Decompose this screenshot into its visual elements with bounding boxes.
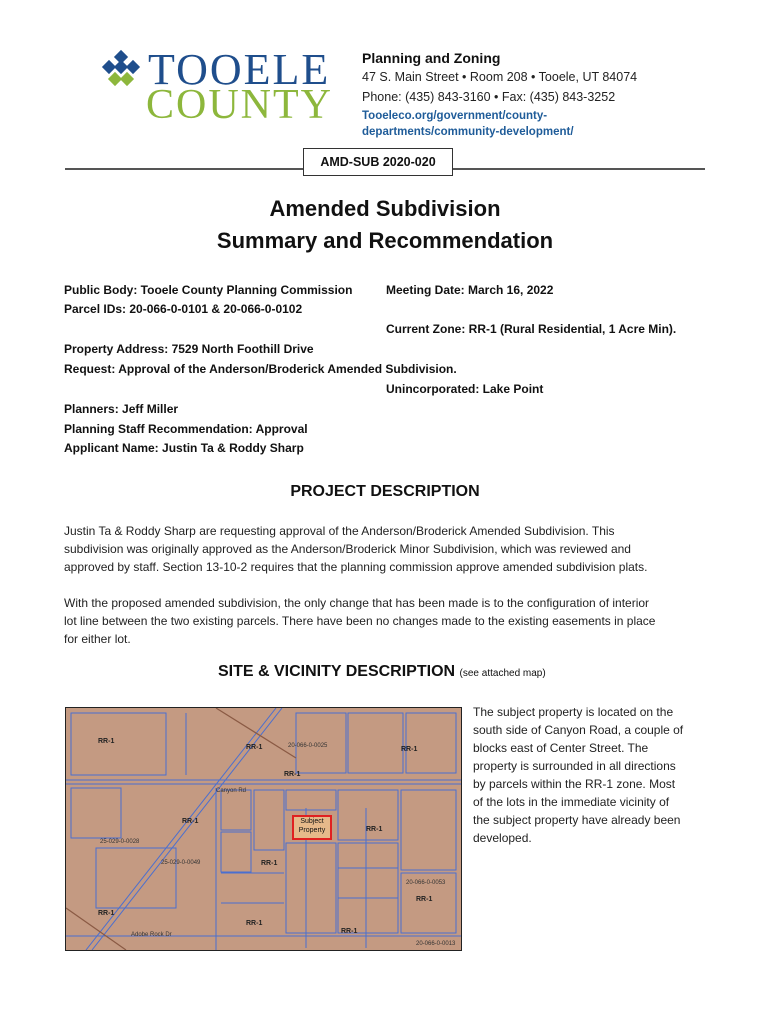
- department-phone: Phone: (435) 843-3160 • Fax: (435) 843-3252: [362, 90, 616, 104]
- file-number-badge: AMD-SUB 2020-020: [303, 148, 453, 176]
- paragraph-line: With the proposed amended subdivision, the only change that has been made is to the configuration of interior: [64, 596, 650, 610]
- parcel-number: 20-066-0-0013: [416, 941, 456, 947]
- current-zone: Current Zone: RR-1 (Rural Residential, 1 Acre Min).: [386, 322, 677, 336]
- public-body: Public Body: Tooele County Planning Commission: [64, 283, 353, 297]
- zone-label: RR-1: [341, 928, 358, 935]
- parcel-number: 25-029-0-0028: [100, 839, 140, 845]
- zone-label: RR-1: [401, 746, 418, 753]
- department-address: 47 S. Main Street • Room 208 • Tooele, UT 84074: [362, 70, 638, 84]
- subject-label: Property: [298, 827, 326, 834]
- site-line: by parcels within the RR-1 zone. Most: [473, 777, 676, 791]
- department-name: Planning and Zoning: [362, 50, 501, 66]
- parcel-number: 20-066-0-0053: [406, 880, 446, 886]
- zone-label: RR-1: [284, 771, 301, 778]
- tooele-county-logo: [96, 45, 336, 128]
- request: Request: Approval of the Anderson/Broderick Amended Subdivision.: [64, 362, 457, 376]
- document-subtitle: Summary and Recommendation: [216, 228, 554, 253]
- unincorporated: Unincorporated: Lake Point: [386, 382, 544, 396]
- parcel-number: 20-066-0-0025: [288, 743, 328, 749]
- road-label-adobe: Adobe Rock Dr: [131, 932, 172, 938]
- site-line: blocks east of Center Street. The: [473, 741, 649, 755]
- site-vicinity-heading: [218, 663, 546, 681]
- site-line: The subject property is located on the: [473, 705, 674, 719]
- website-link-line1[interactable]: Tooeleco.org/government/county-: [362, 110, 548, 122]
- zone-label: RR-1: [366, 826, 383, 833]
- logo-diamond-icon: [126, 60, 140, 74]
- zone-label: RR-1: [246, 744, 263, 751]
- logo-text-tooele: TOOELE: [148, 45, 331, 94]
- zone-label: RR-1: [98, 738, 115, 745]
- see-map-note: (see attached map): [459, 668, 546, 679]
- site-line: the subject property have already been: [473, 813, 681, 827]
- zone-label: RR-1: [416, 896, 433, 903]
- site-line: property is surrounded in all directions: [473, 759, 676, 773]
- subject-property-marker: [292, 815, 332, 840]
- site-line: of the lots in the immediate vicinity of: [473, 795, 670, 809]
- divider-right: [452, 168, 705, 170]
- staff-recommendation: Planning Staff Recommendation: Approval: [64, 422, 308, 436]
- property-address: Property Address: 7529 North Foothill Drive: [64, 342, 314, 356]
- logo-diamond-icon: [114, 50, 128, 64]
- zone-label: RR-1: [182, 818, 199, 825]
- applicant-name: Applicant Name: Justin Ta & Roddy Sharp: [64, 441, 304, 455]
- zone-label: RR-1: [261, 860, 278, 867]
- site-line: south side of Canyon Road, a couple of: [473, 723, 684, 737]
- site-line: developed.: [473, 831, 532, 845]
- logo-diamond-icon: [120, 72, 134, 86]
- zone-label: RR-1: [98, 910, 115, 917]
- logo-text-county: COUNTY: [146, 82, 333, 128]
- paragraph-line: lot line between the two existing parcels. There have been no changes made to the existing easements in place: [64, 614, 656, 628]
- divider-left: [65, 168, 305, 170]
- parcel-ids: Parcel IDs: 20-066-0-0101 & 20-066-0-0102: [64, 302, 303, 316]
- road-label-canyon: Canyon Rd: [216, 788, 247, 794]
- zone-label: RR-1: [246, 920, 263, 927]
- project-paragraph-2: [64, 594, 704, 648]
- parcel-lines: [66, 708, 461, 950]
- meeting-date: Meeting Date: March 16, 2022: [386, 283, 554, 297]
- paragraph-line: Justin Ta & Roddy Sharp are requesting approval of the Anderson/Broderick Amended Subdivision. This: [64, 524, 615, 538]
- project-paragraph-1: [64, 522, 704, 576]
- paragraph-line: for either lot.: [64, 632, 131, 646]
- paragraph-line: approved by staff. Section 13-10-2 requires that the planning commission approve amended subdivision plats.: [64, 560, 648, 574]
- paragraph-line: subdivision was originally approved as the Anderson/Broderick Minor Subdivision, which was reviewed and: [64, 542, 631, 556]
- project-description-heading: PROJECT DESCRIPTION: [290, 483, 480, 500]
- site-vicinity-title: SITE & VICINITY DESCRIPTION: [218, 663, 456, 680]
- planners: Planners: Jeff Miller: [64, 402, 179, 416]
- subject-label: Subject: [300, 818, 324, 825]
- site-description: [473, 703, 703, 847]
- document-title: Amended Subdivision: [269, 196, 501, 221]
- website-link-line2[interactable]: departments/community-development/: [362, 126, 574, 138]
- vicinity-map: [65, 707, 462, 951]
- parcel-number: 25-029-0-0049: [161, 860, 201, 866]
